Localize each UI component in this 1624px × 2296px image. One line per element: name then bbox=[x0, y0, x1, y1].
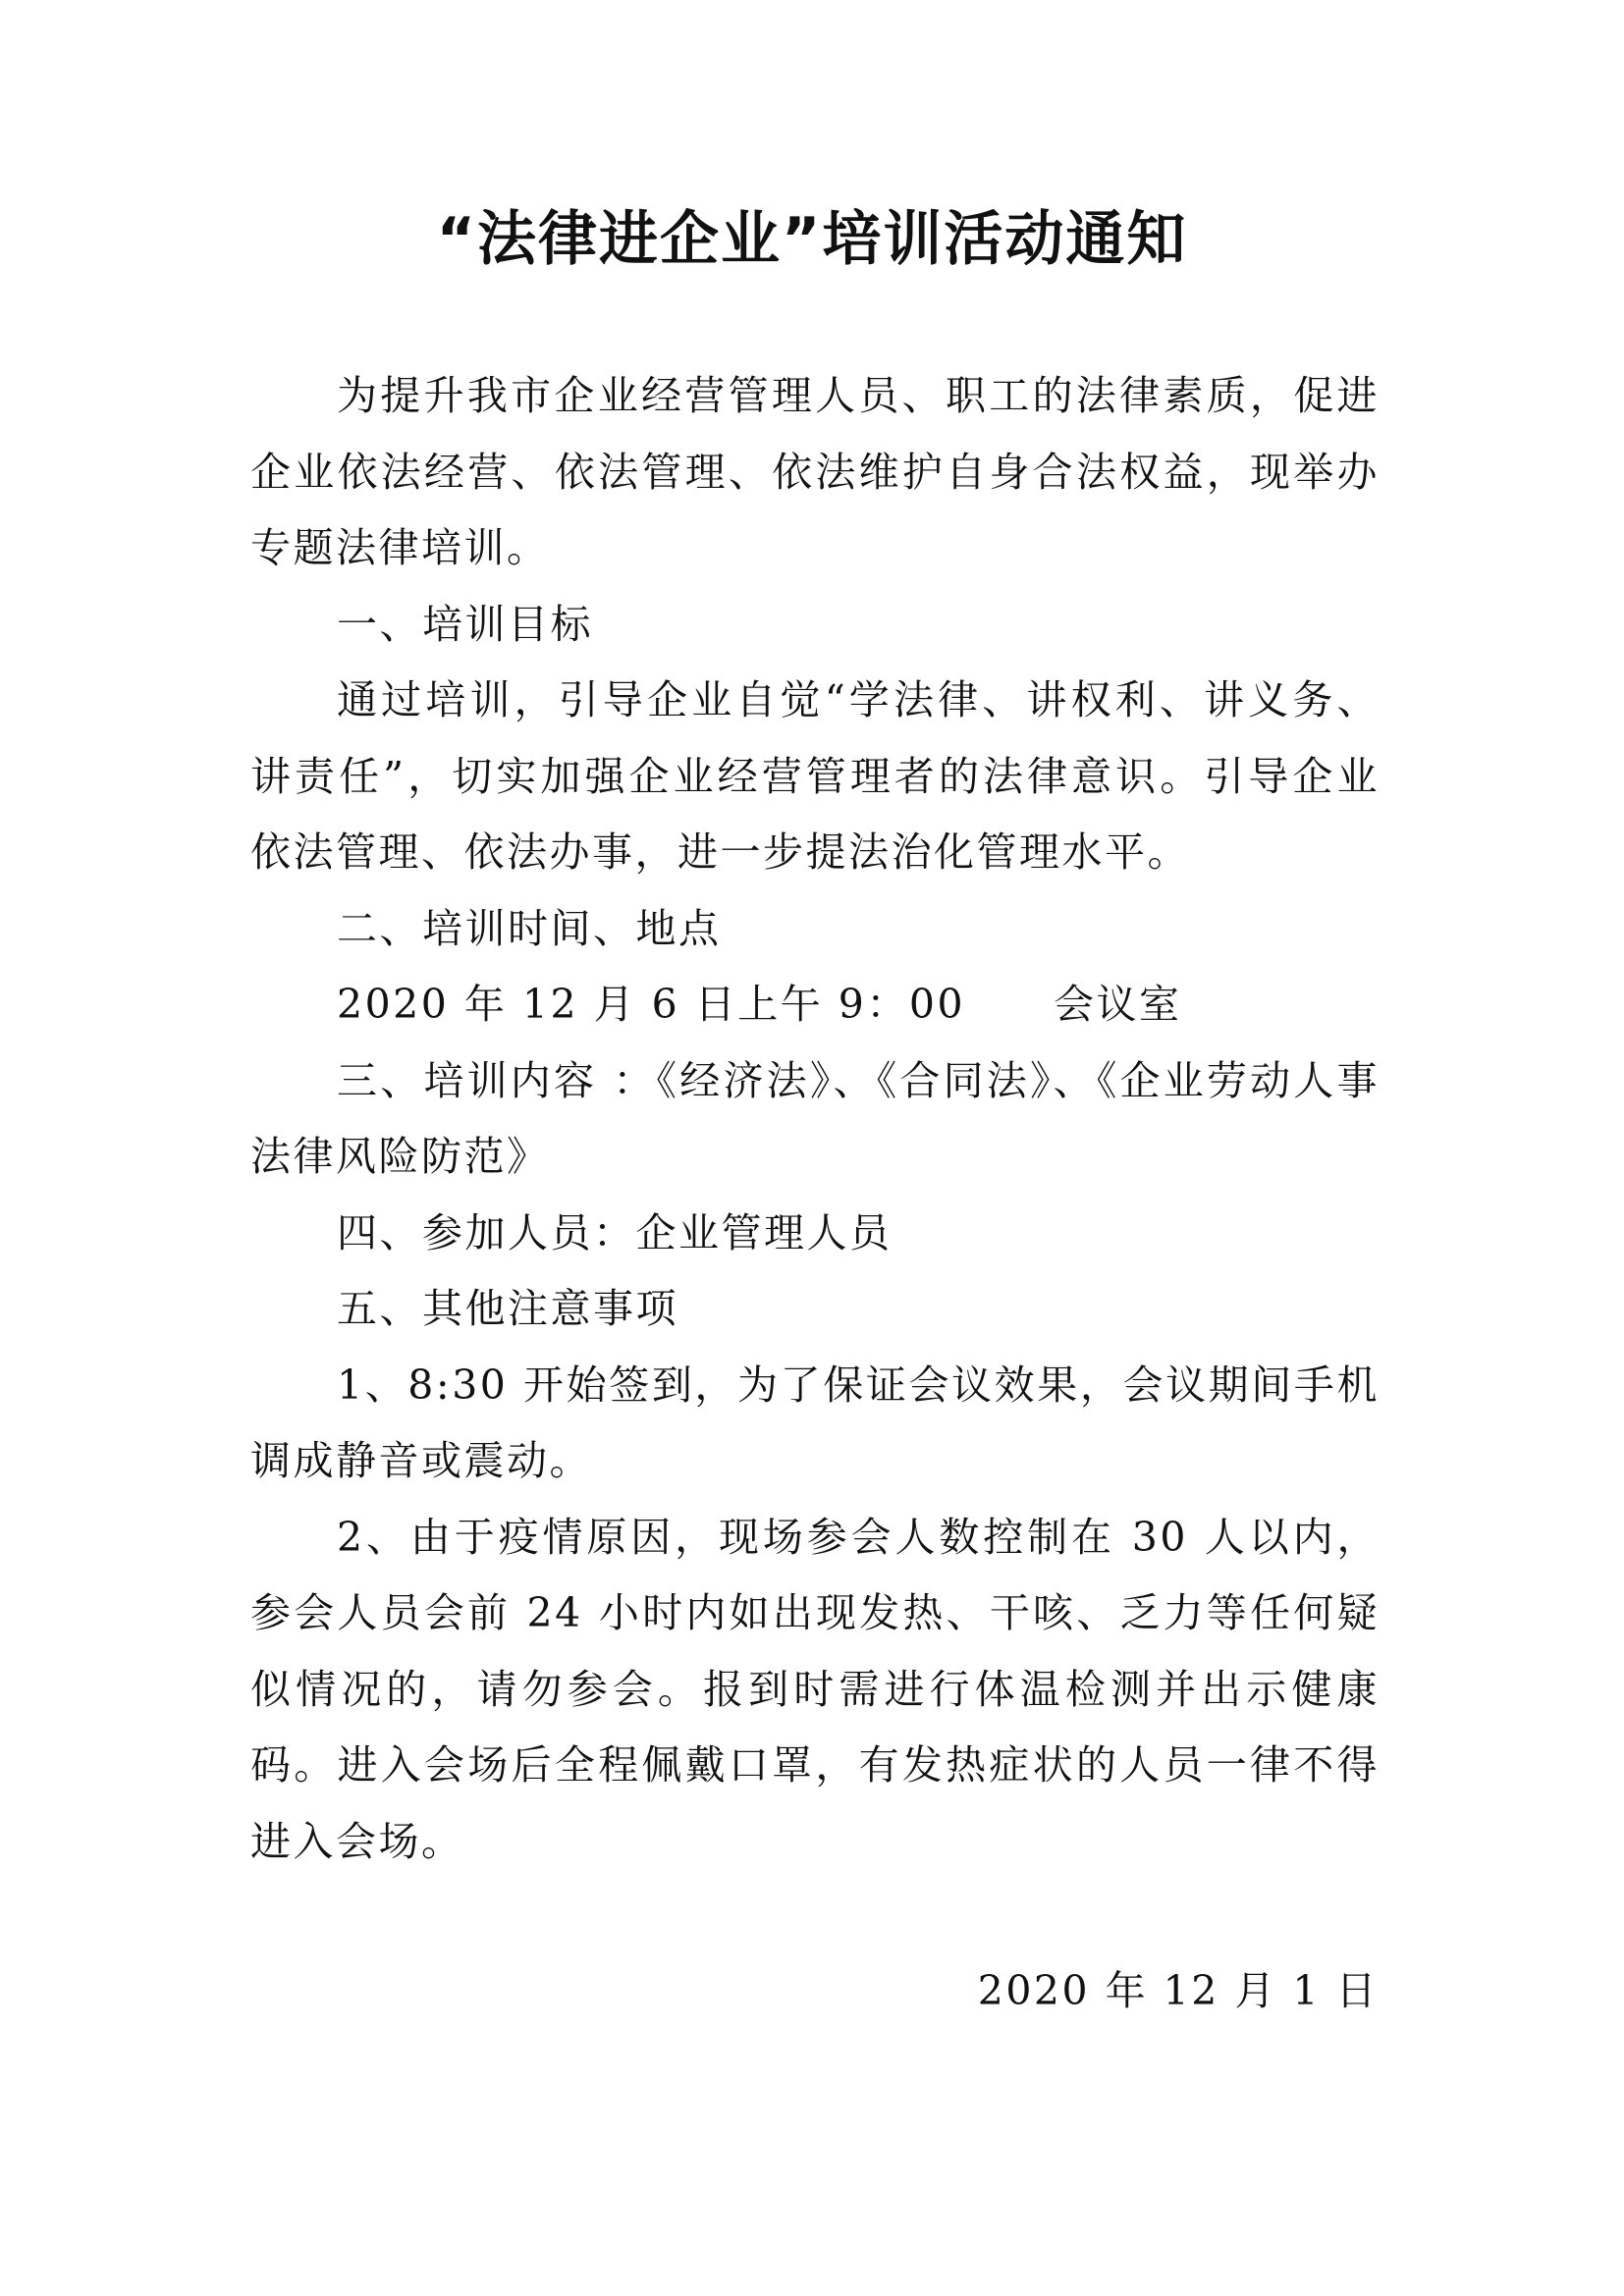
training-time: 2020 年 12 月 6 日上午 9：00 bbox=[337, 981, 966, 1028]
section-body-goal: 通过培训，引导企业自觉“学法律、讲权利、讲义务、讲责任”，切实加强企业经营管理者的法律意识。引导企业依法管理、依法办事，进一步提法治化管理水平。 bbox=[250, 676, 1380, 876]
training-place: 会议室 bbox=[1054, 981, 1182, 1028]
document-body bbox=[250, 358, 1380, 1880]
note-item-1: 1、8:30 开始签到，为了保证会议效果，会议期间手机调成静音或震动。 bbox=[250, 1361, 1380, 1484]
time-place-line bbox=[250, 967, 1380, 1043]
section-heading-time-place: 二、培训时间、地点 bbox=[337, 904, 722, 952]
section-participants: 四、参加人员：企业管理人员 bbox=[337, 1208, 893, 1256]
section-heading-notes: 五、其他注意事项 bbox=[337, 1285, 678, 1332]
document-title: “法律进企业”培训活动通知 bbox=[436, 205, 1188, 274]
section-heading-goal: 一、培训目标 bbox=[337, 600, 593, 648]
document-date: 2020 年 12 月 1 日 bbox=[977, 1967, 1379, 2014]
note-item-2: 2、由于疫情原因，现场参会人数控制在 30 人以内，参会人员会前 24 小时内如出现发热、干咳、乏力等任何疑似情况的，请勿参会。报到时需进行体温检测并出示健康码。进入会场后全程佩戴口罩，有发热症状的人员一律不得进入会场。 bbox=[250, 1513, 1380, 1865]
section-content: 三、培训内容 ：《经济法》、《合同法》、《企业劳动人事法律风险防范》 bbox=[250, 1056, 1380, 1180]
intro-paragraph: 为提升我市企业经营管理人员、职工的法律素质，促进企业依法经营、依法管理、依法维护自身合法权益，现举办专题法律培训。 bbox=[250, 372, 1380, 571]
